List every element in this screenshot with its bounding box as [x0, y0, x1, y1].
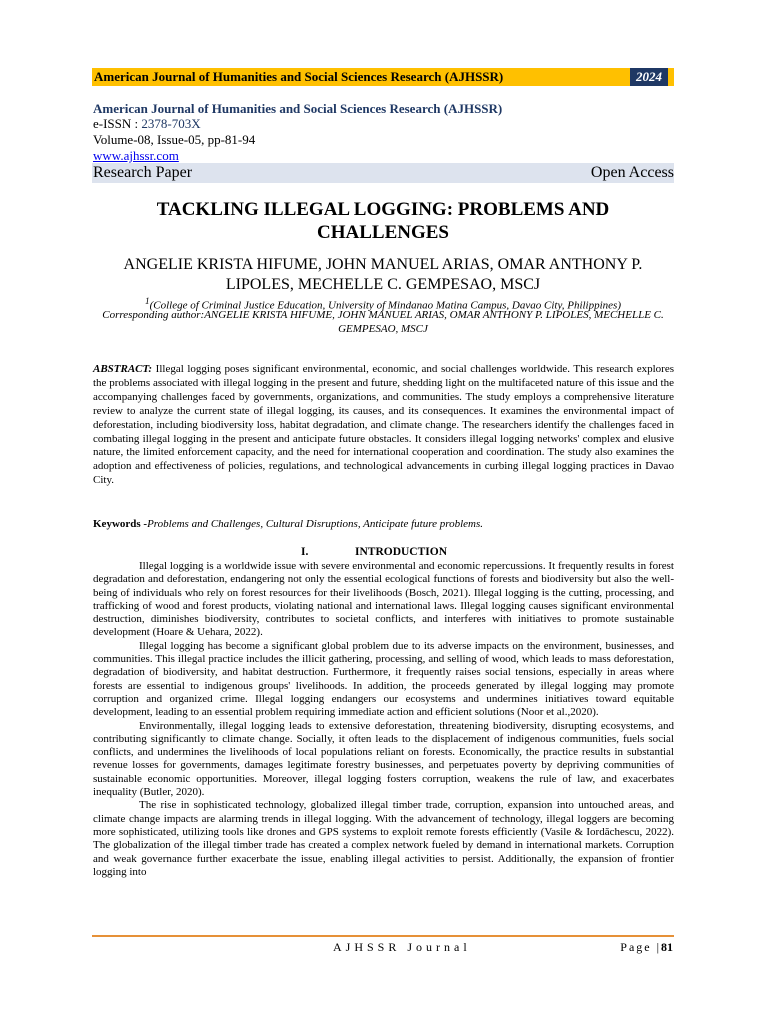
volume-line: Volume-08, Issue-05, pp-81-94 — [93, 132, 256, 147]
masthead-journal: American Journal of Humanities and Social Sciences Research (AJHSSR) — [93, 101, 503, 116]
author-list: ANGELIE KRISTA HIFUME, JOHN MANUEL ARIAS, OMAR ANTHONY P. LIPOLES, MECHELLE C. GEMPESAO, MSCJ — [123, 256, 643, 293]
running-header — [92, 68, 674, 86]
issn-label: e-ISSN : — [93, 116, 142, 131]
corresponding-author: Corresponding author:ANGELIE KRISTA HIFUME, JOHN MANUEL ARIAS, OMAR ANTHONY P. LIPOLES, MECHELLE C. GEMPESAO, MSCJ — [102, 309, 664, 335]
abstract — [93, 363, 674, 488]
website-link[interactable]: www.ajhssr.com — [93, 148, 179, 163]
paragraph: Environmentally, illegal logging leads to extensive deforestation, threatening biodiversity, disrupting ecosystems, and contributing significantly to climate change. Socially, it often leads to the displacement of indigenous communities, fuels social conflicts, and undermines the livelihoods of local populations reliant on forests. Economically, the practice results in substantial revenue losses for governments, damages legitimate forestry businesses, and perpetuates poverty by depriving communities of sustainable economic opportunities. Moreover, illegal logging fosters corruption, weakens the rule of law, and exacerbates inequality (Butler, 2020). — [93, 719, 674, 799]
paragraph: Illegal logging is a worldwide issue with severe environmental and economic repercussions. It frequently results in forest degradation and deforestation, endangering not only the essential ecological functions of forests and biodiversity but also the well-being of individuals who rely on forest resources for their livelihoods (Bosch, 2021). Illegal logging is the cutting, processing, and trafficking of wood and forest products, violating national and international laws. Illegal logging causes significant environmental destruction, diminishes biodiversity, contributes to societal conflicts, and interferes with initiatives to promote sustainable development (Hoare & Uehara, 2022). — [93, 560, 674, 639]
paper-type-bar — [92, 163, 674, 183]
issn-value: 2378-703X — [141, 116, 201, 131]
affiliation-text: (College of Criminal Justice Education, University of Mindanao Matina Campus, Davao City, Philippines) — [149, 299, 621, 312]
paragraph: Illegal logging has become a significant global problem due to its adverse impacts on the environment, businesses, and communities. This illegal practice includes the illicit gathering, processing, and selling of wood, which leads to mass deforestation, degradation of biodiversity, and habitat destruction. Furthermore, it frequently raises social tensions, especially in areas where forests are essential to indigenous groups' livelihoods. In addition, the proceeds generated by illegal logging may promote corruption and organized crime. Illegal logging endangers our ecosystems and undermines initiatives toward equitable development, leading to an essential problem requiring immediate action and efficient solutions (Noor et al.,2020). — [93, 639, 674, 719]
affiliation-superscript: 1 — [145, 296, 150, 306]
introduction-body — [93, 560, 674, 879]
page-number: 81 — [661, 940, 673, 954]
running-header-year: 2024 — [630, 68, 668, 86]
paragraph: The rise in sophisticated technology, globalized illegal timber trade, corruption, expansion into untouched areas, and climate change impacts are alarming trends in illegal logging. With the advancement of technology, illegal loggers are becoming more sophisticated, utilizing tools like drones and GPS systems to exploit remote forests efficiently (Vasile & Iordăchescu, 2022). The globalization of the illegal timber trade has created a complex network fueled by demand in international markets. Corruption and weak governance further exacerbate the issue, enabling illegal activities to persist. Additionally, the expansion of frontier logging into — [93, 799, 674, 878]
abstract-text: Illegal logging poses significant environmental, economic, and social challenges worldwide. This research explores the problems associated with illegal logging in the present and future, shedding light on the multifaceted nature of this issue and the accompanying challenges faced by governments, organizations, and communities. The study employs a comprehensive literature review to analyze the current state of illegal logging, its causes, and its consequences. It examines the environmental impact of deforestation, including biodiversity loss, habitat degradation, and climate change. The researchers identify the challenges faced in combating illegal logging in the present and anticipate future obstacles. It considers illegal logging networks' complex and elusive nature, the limited enforcement capacity, and the need for international cooperation and coordination. The study also examines the adoption and effectiveness of policies, regulations, and technological advancements in curbing illegal logging practices in Davao City. — [93, 363, 674, 487]
section-title: INTRODUCTION — [355, 546, 448, 558]
keywords-label: Keywords - — [93, 518, 148, 530]
paper-title: TACKLING ILLEGAL LOGGING: PROBLEMS AND CHALLENGES — [156, 199, 610, 243]
footer-page-label: Page | — [620, 940, 661, 954]
issn-line — [93, 116, 201, 132]
running-header-journal: American Journal of Humanities and Social Sciences Research (AJHSSR) — [94, 69, 504, 84]
keywords — [93, 518, 674, 530]
footer-page — [620, 940, 673, 955]
paper-type: Research Paper — [93, 164, 193, 181]
keywords-text: Problems and Challenges, Cultural Disruptions, Anticipate future problems. — [147, 518, 483, 530]
footer-divider — [92, 935, 674, 937]
abstract-label: ABSTRACT: — [93, 363, 153, 375]
access-type: Open Access — [590, 164, 674, 181]
footer-journal: AJHSSR Journal — [333, 940, 471, 954]
section-number: I. — [301, 546, 309, 558]
